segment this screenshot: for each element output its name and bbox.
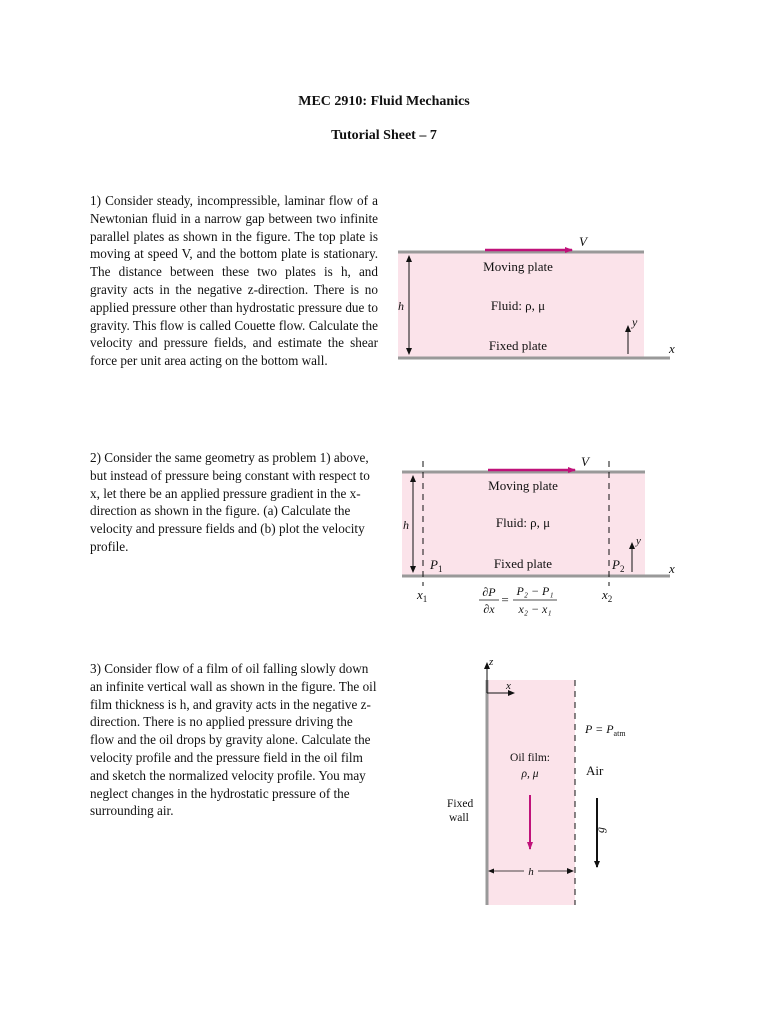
p1-label: $P_1$ bbox=[430, 557, 443, 574]
x2-label: $x_2$ bbox=[602, 587, 613, 604]
grad-denominator: ∂x bbox=[483, 602, 495, 616]
y-axis-label: y bbox=[636, 535, 641, 547]
grad-numerator: ∂P bbox=[482, 585, 496, 599]
sheet-title: Tutorial Sheet – 7 bbox=[331, 128, 437, 143]
air-label: Air bbox=[586, 763, 604, 778]
fluid-label: Fluid: ρ, μ bbox=[495, 515, 551, 530]
fixed-wall-label-2: wall bbox=[449, 812, 469, 824]
figure-2-pressure-gradient bbox=[390, 455, 690, 625]
velocity-label: V bbox=[581, 454, 589, 469]
fluid-label: Fluid: ρ, μ bbox=[490, 298, 546, 313]
figure-3-falling-oil-film bbox=[440, 655, 650, 910]
fixed-plate-label: Fixed plate bbox=[493, 556, 553, 571]
p2-label: $P_2$ bbox=[612, 557, 625, 574]
x-axis-label: x bbox=[669, 561, 675, 576]
equals-sign: = bbox=[501, 592, 509, 607]
fixed-plate-label: Fixed plate bbox=[488, 338, 548, 353]
problem-3-text: 3) Consider flow of a film of oil falling slowly down an infinite vertical wall as shown in the figure. The oil film thickness is h, and gravity acts in the negative z-direction. There is no applied pressure driving the flow and the oil drops by gravity alone. Calculate the velocity profile and the pressure field in the oil film and sketch the normalized velocity profile. You may neglect changes in the hydrostatic pressure of the surrounding air. bbox=[90, 661, 377, 819]
fixed-wall-label: Fixed bbox=[447, 798, 474, 810]
pressure-gradient-equation bbox=[479, 584, 557, 616]
frac-denominator: x₂ − x₁ bbox=[518, 602, 552, 616]
x-axis-label: x bbox=[506, 680, 511, 692]
problem-2-text: 2) Consider the same geometry as problem 1) above, but instead of pressure being constant with respect to x, let there be an applied pressure gradient in the x-direction as shown in the figure. (a) Calculate the velocity and pressure fields and (b) plot the velocity profile. bbox=[90, 450, 370, 554]
thickness-label: h bbox=[528, 866, 534, 878]
gap-label: h bbox=[403, 518, 409, 532]
velocity-label: V bbox=[579, 234, 587, 249]
course-title: MEC 2910: Fluid Mechanics bbox=[298, 94, 470, 109]
frac-numerator: P₂ − P₁ bbox=[516, 584, 554, 598]
gravity-label: g bbox=[593, 827, 607, 833]
moving-plate-label: Moving plate bbox=[488, 478, 558, 493]
problem-1-text: 1) Consider steady, incompressible, laminar flow of a Newtonian fluid in a narrow gap between two infinite parallel plates as shown in the figure. The top plate is moving at speed V, and the bottom plate is stationary. The distance between these two plates is h, and gravity acts in the negative z-direction. There is no applied pressure other than hydrostatic pressure due to gravity. This flow is called Couette flow. Calculate the velocity and pressure fields, and estimate the shear force per unit area acting on the bottom wall. bbox=[90, 193, 378, 369]
moving-plate-label: Moving plate bbox=[483, 259, 553, 274]
z-axis-label: z bbox=[489, 656, 494, 668]
oil-film-label: Oil film: bbox=[510, 752, 550, 764]
x1-label: $x_1$ bbox=[417, 587, 428, 604]
gap-label: h bbox=[398, 299, 404, 313]
y-axis-label: y bbox=[632, 315, 638, 329]
x-axis-label: x bbox=[669, 341, 675, 356]
oil-film-properties: ρ, μ bbox=[521, 768, 539, 780]
figure-1-couette-flow bbox=[390, 230, 690, 370]
pressure-label: $P = P_{atm}$ bbox=[585, 722, 626, 738]
